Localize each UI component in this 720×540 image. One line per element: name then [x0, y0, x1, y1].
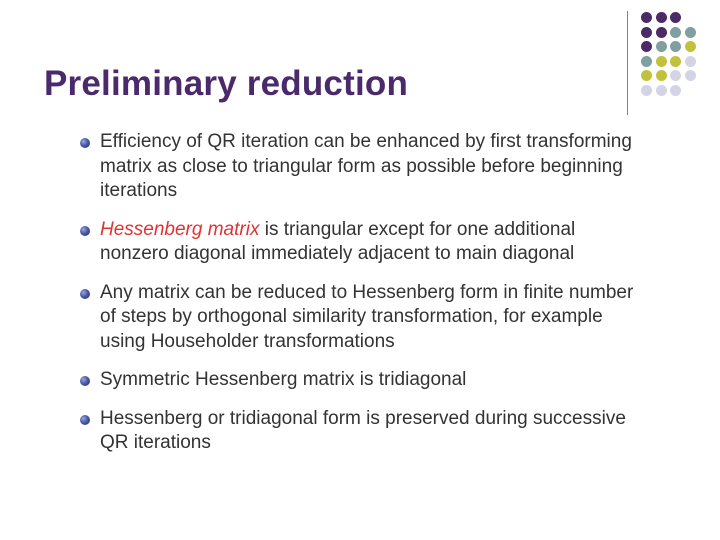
- decorative-dot: [685, 70, 696, 81]
- bullet-item: [80, 407, 640, 456]
- bullet-item: [80, 281, 640, 355]
- decorative-dot: [685, 56, 696, 67]
- decorative-dot: [656, 27, 667, 38]
- decorative-dot: [685, 27, 696, 38]
- decorative-dot: [670, 70, 681, 81]
- bullet-text: Symmetric Hessenberg matrix is tridiagonal: [100, 369, 467, 390]
- decorative-dot: [670, 56, 681, 67]
- decorative-dot: [641, 56, 652, 67]
- decorative-dot: [641, 70, 652, 81]
- decorative-dot: [641, 41, 652, 52]
- bullet-item: [80, 130, 640, 204]
- decorative-dot: [656, 70, 667, 81]
- bullet-icon: [80, 376, 90, 386]
- decorative-dot: [656, 41, 667, 52]
- bullet-text: Efficiency of QR iteration can be enhanced by first transforming matrix as close to triangular form as possible before beginning iterations: [100, 131, 632, 201]
- decorative-dot: [670, 12, 681, 23]
- decorative-dot: [656, 85, 667, 96]
- bullet-icon: [80, 138, 90, 148]
- decorative-dot: [641, 12, 652, 23]
- bullet-item: [80, 218, 640, 267]
- decorative-dot: [656, 56, 667, 67]
- decorative-dot: [685, 41, 696, 52]
- decorative-dot: [670, 27, 681, 38]
- bullet-text: Any matrix can be reduced to Hessenberg form in finite number of steps by orthogonal similarity transformation, for example using Householder transformations: [100, 281, 634, 352]
- bullet-text: Hessenberg or tridiagonal form is preserved during successive QR iterations: [100, 407, 626, 453]
- highlighted-term: Hessenberg matrix: [100, 218, 260, 240]
- bullet-text: [100, 218, 640, 267]
- decorative-dot: [656, 12, 667, 23]
- divider-line: [627, 11, 628, 115]
- bullet-text-rest: is triangular except for one additional nonzero diagonal immediately adjacent to main diagonal: [100, 218, 576, 264]
- decorative-dot: [641, 85, 652, 96]
- decorative-dot: [641, 27, 652, 38]
- slide-title: Preliminary reduction: [44, 64, 409, 103]
- bullet-icon: [80, 226, 90, 236]
- bullet-list: [80, 130, 640, 470]
- bullet-icon: [80, 415, 90, 425]
- decorative-dot: [670, 41, 681, 52]
- decorative-dot: [670, 85, 681, 96]
- bullet-icon: [80, 289, 90, 299]
- bullet-item: [80, 368, 640, 393]
